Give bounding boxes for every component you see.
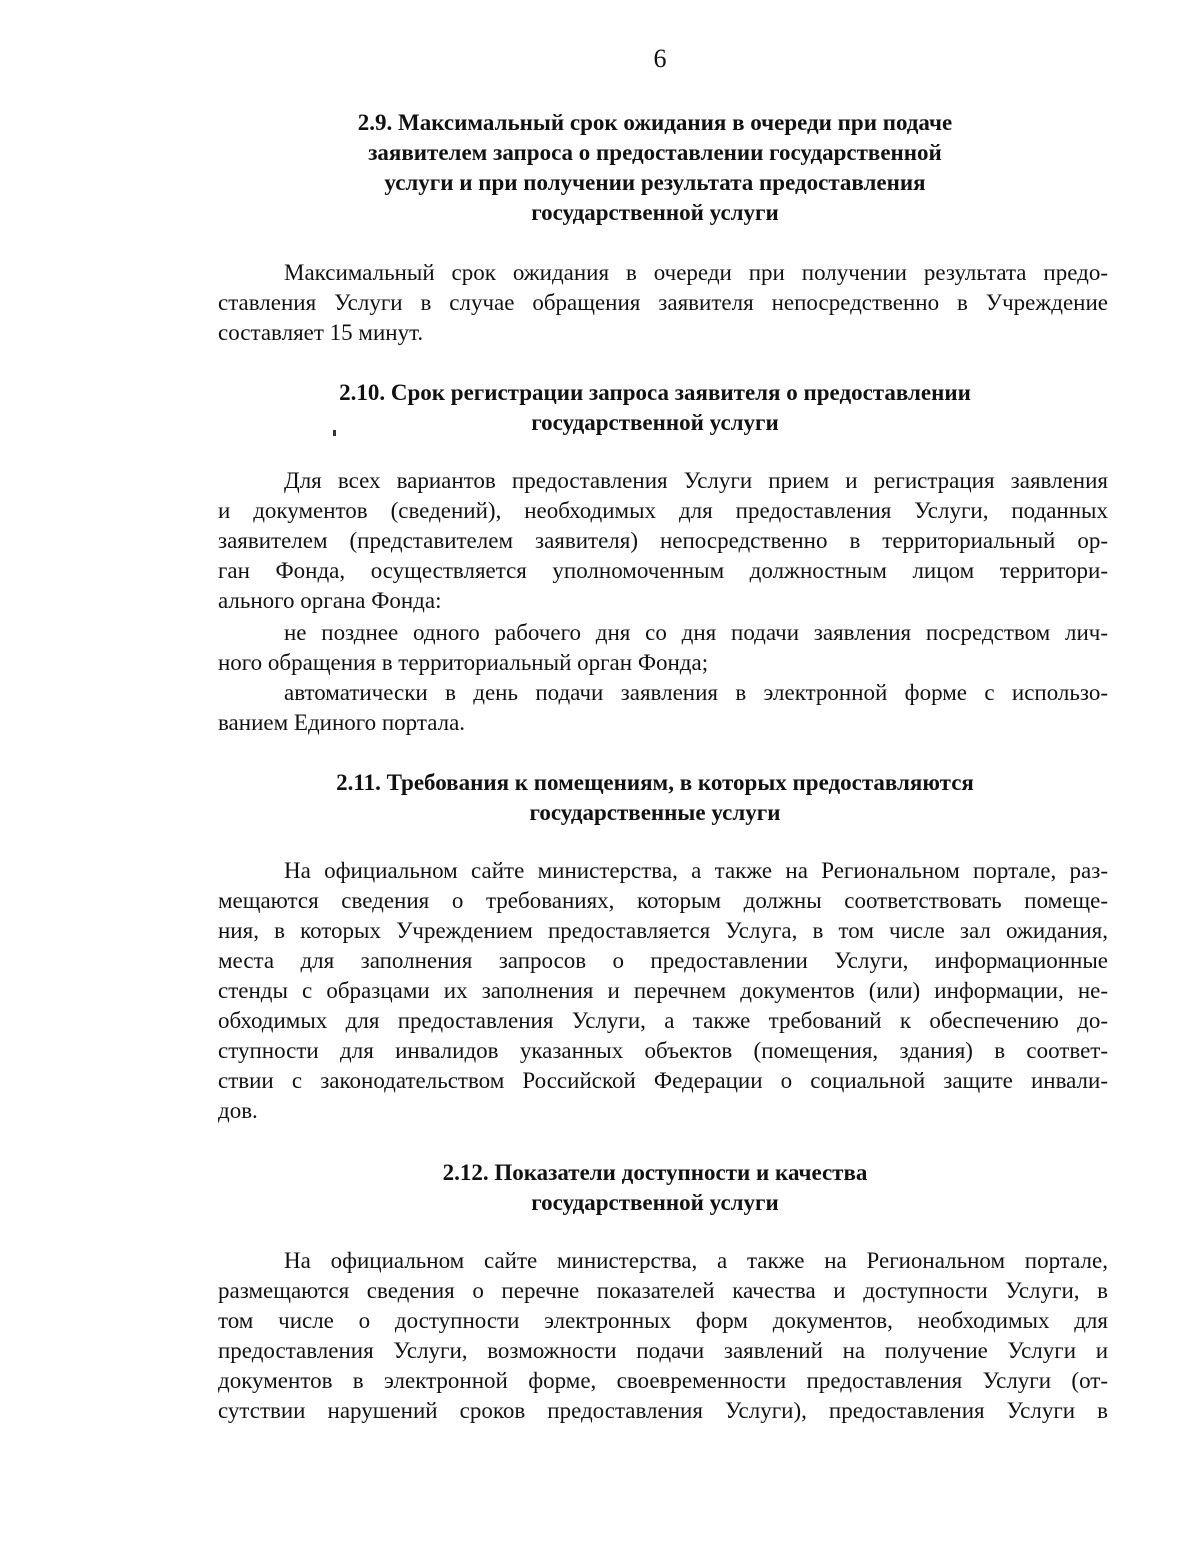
heading-line: 2.11. Требования к помещениям, в которых предоставляются <box>336 770 974 795</box>
section-heading-2-12 <box>250 1158 1060 1218</box>
paragraph-line: стенды с образцами их заполнения и перечнем документов (или) информации, не- <box>218 978 1108 1003</box>
paragraph-2-9 <box>218 258 1108 348</box>
heading-line: государственной услуги <box>531 1190 779 1215</box>
paragraph-line: предоставления Услуги, возможности подачи заявлений на получение Услуги и <box>218 1338 1108 1363</box>
paragraph-line: На официальном сайте министерства, а также на Региональном портале, раз- <box>284 858 1108 883</box>
paragraph-line: ального органа Фонда: <box>218 588 442 613</box>
paragraph-line: ванием Единого портала. <box>218 710 466 735</box>
paragraph-line: ставления Услуги в случае обращения заявителя непосредственно в Учреждение <box>218 290 1108 315</box>
paragraph-line: обходимых для предоставления Услуги, а также требований к обеспечению до- <box>218 1008 1108 1033</box>
paragraph-line: На официальном сайте министерства, а также на Региональном портале, <box>284 1248 1108 1273</box>
section-heading-2-11 <box>250 768 1060 828</box>
paragraph-line: ного обращения в территориальный орган Фонда; <box>218 650 709 675</box>
heading-line: 2.9. Максимальный срок ожидания в очереди при подаче <box>357 110 953 135</box>
paragraph-line: ступности для инвалидов указанных объектов (помещения, здания) в соответ- <box>218 1038 1108 1063</box>
paragraph-line: мещаются сведения о требованиях, которым должны соответствовать помеще- <box>218 888 1108 913</box>
page-number: 6 <box>653 44 667 73</box>
paragraph-line: автоматически в день подачи заявления в электронной форме с использо- <box>284 680 1108 705</box>
paragraph-2-12 <box>218 1246 1108 1426</box>
paragraph-2-10-intro <box>218 466 1108 616</box>
paragraph-2-11 <box>218 856 1108 1126</box>
paragraph-line: том числе о доступности электронных форм документов, необходимых для <box>218 1308 1108 1333</box>
heading-line: 2.12. Показатели доступности и качества <box>442 1160 868 1185</box>
heading-line: услуги и при получении результата предоставления <box>384 170 926 195</box>
paragraph-line: документов в электронной форме, своевременности предоставления Услуги (от- <box>218 1368 1108 1393</box>
paragraph-line: и документов (сведений), необходимых для предоставления Услуги, поданных <box>218 498 1108 523</box>
paragraph-line: Для всех вариантов предоставления Услуги прием и регистрация заявления <box>284 468 1108 493</box>
heading-line: государственной услуги <box>531 410 779 435</box>
paragraph-line: составляет 15 минут. <box>218 320 424 345</box>
section-heading-2-10 <box>250 378 1060 438</box>
paragraph-line: ствии с законодательством Российской Федерации о социальной защите инвали- <box>218 1068 1108 1093</box>
paragraph-line: дов. <box>218 1098 258 1123</box>
paragraph-line: размещаются сведения о перечне показателей качества и доступности Услуги, в <box>218 1278 1108 1303</box>
paragraph-line: заявителем (представителем заявителя) непосредственно в территориальный ор- <box>218 528 1108 553</box>
paragraph-2-10-item-1 <box>218 618 1108 678</box>
paragraph-line: ния, в которых Учреждением предоставляется Услуга, в том числе зал ожидания, <box>218 918 1108 943</box>
heading-line: 2.10. Срок регистрации запроса заявителя о предоставлении <box>339 380 971 405</box>
paragraph-line: сутствии нарушений сроков предоставления Услуги), предоставления Услуги в <box>218 1398 1108 1423</box>
section-heading-2-9 <box>250 108 1060 228</box>
heading-line: государственные услуги <box>529 800 781 825</box>
paragraph-line: не позднее одного рабочего дня со дня подачи заявления посредством лич- <box>284 620 1108 645</box>
paragraph-2-10-item-2 <box>218 678 1108 738</box>
heading-line: заявителем запроса о предоставлении государственной <box>368 140 942 165</box>
paragraph-line: ган Фонда, осуществляется уполномоченным должностным лицом территори- <box>218 558 1108 583</box>
paragraph-line: места для заполнения запросов о предоставлении Услуги, информационные <box>218 948 1108 973</box>
paragraph-line: Максимальный срок ожидания в очереди при получении результата предо- <box>284 260 1108 285</box>
heading-line: государственной услуги <box>531 200 779 225</box>
scan-speck <box>333 430 336 436</box>
